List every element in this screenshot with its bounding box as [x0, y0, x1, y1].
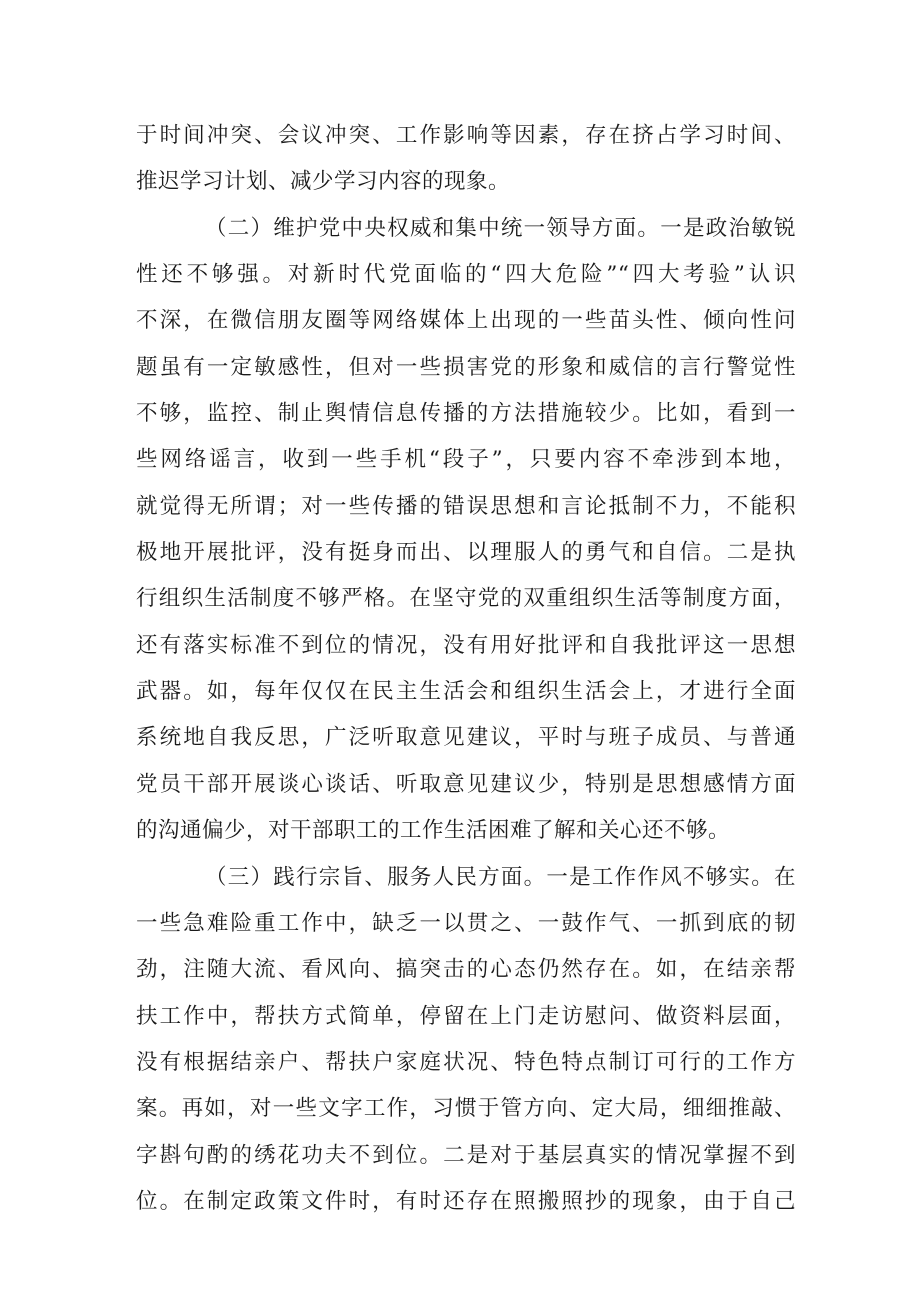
- paragraph-line: 案。再如，对一些文字工作，习惯于管方向、定大局，细细推敲、: [136, 1096, 796, 1122]
- paragraph-line: （三）践行宗旨、服务人民方面。一是工作作风不够实。在: [205, 864, 796, 890]
- paragraph-line: 题虽有一定敏感性，但对一些损害党的形象和威信的言行警觉性: [136, 354, 796, 380]
- paragraph-line: 推迟学习计划、减少学习内容的现象。: [136, 169, 511, 195]
- paragraph-line: 系统地自我反思，广泛听取意见建议，平时与班子成员、与普通: [136, 725, 796, 751]
- paragraph-line: 行组织生活制度不够严格。在坚守党的双重组织生活等制度方面，: [136, 586, 796, 612]
- paragraph-line: 些网络谣言，收到一些手机“段子”，只要内容不牵涉到本地，: [136, 447, 796, 473]
- paragraph-line: 扶工作中，帮扶方式简单，停留在上门走访慰问、做资料层面，: [136, 1003, 796, 1029]
- paragraph-line: 不深，在微信朋友圈等网络媒体上出现的一些苗头性、倾向性问: [136, 308, 796, 334]
- paragraph-line: 不够，监控、制止舆情信息传播的方法措施较少。比如，看到一: [136, 401, 796, 427]
- paragraph-line: 性还不够强。对新时代党面临的“四大危险”“四大考验”认识: [136, 262, 796, 288]
- paragraph-line: 就觉得无所谓；对一些传播的错误思想和言论抵制不力，不能积: [136, 493, 796, 519]
- paragraph-line: 还有落实标准不到位的情况，没有用好批评和自我批评这一思想: [136, 632, 796, 658]
- paragraph-line: 位。在制定政策文件时，有时还存在照搬照抄的现象，由于自己: [136, 1188, 796, 1214]
- paragraph-line: 党员干部开展谈心谈话、听取意见建议少，特别是思想感情方面: [136, 771, 796, 797]
- paragraph-line: 极地开展批评，没有挺身而出、以理服人的勇气和自信。二是执: [136, 540, 796, 566]
- paragraph-line: 于时间冲突、会议冲突、工作影响等因素，存在挤占学习时间、: [136, 123, 796, 148]
- paragraph-line: 劲，注随大流、看风向、搞突击的心态仍然存在。如，在结亲帮: [136, 957, 796, 983]
- paragraph-line: （二）维护党中央权威和集中统一领导方面。一是政治敏锐: [205, 215, 796, 241]
- paragraph-line: 的沟通偏少，对干部职工的工作生活困难了解和关心还不够。: [136, 818, 731, 844]
- paragraph-line: 一些急难险重工作中，缺乏一以贯之、一鼓作气、一抓到底的韧: [136, 910, 796, 936]
- body-text: [136, 113, 796, 1225]
- paragraph-line: 没有根据结亲户、帮扶户家庭状况、特色特点制订可行的工作方: [136, 1049, 796, 1075]
- paragraph-line: 字斟句酌的绣花功夫不到位。二是对于基层真实的情况掌握不到: [136, 1142, 796, 1168]
- paragraph-line: 武器。如，每年仅仅在民主生活会和组织生活会上，才进行全面: [136, 679, 796, 705]
